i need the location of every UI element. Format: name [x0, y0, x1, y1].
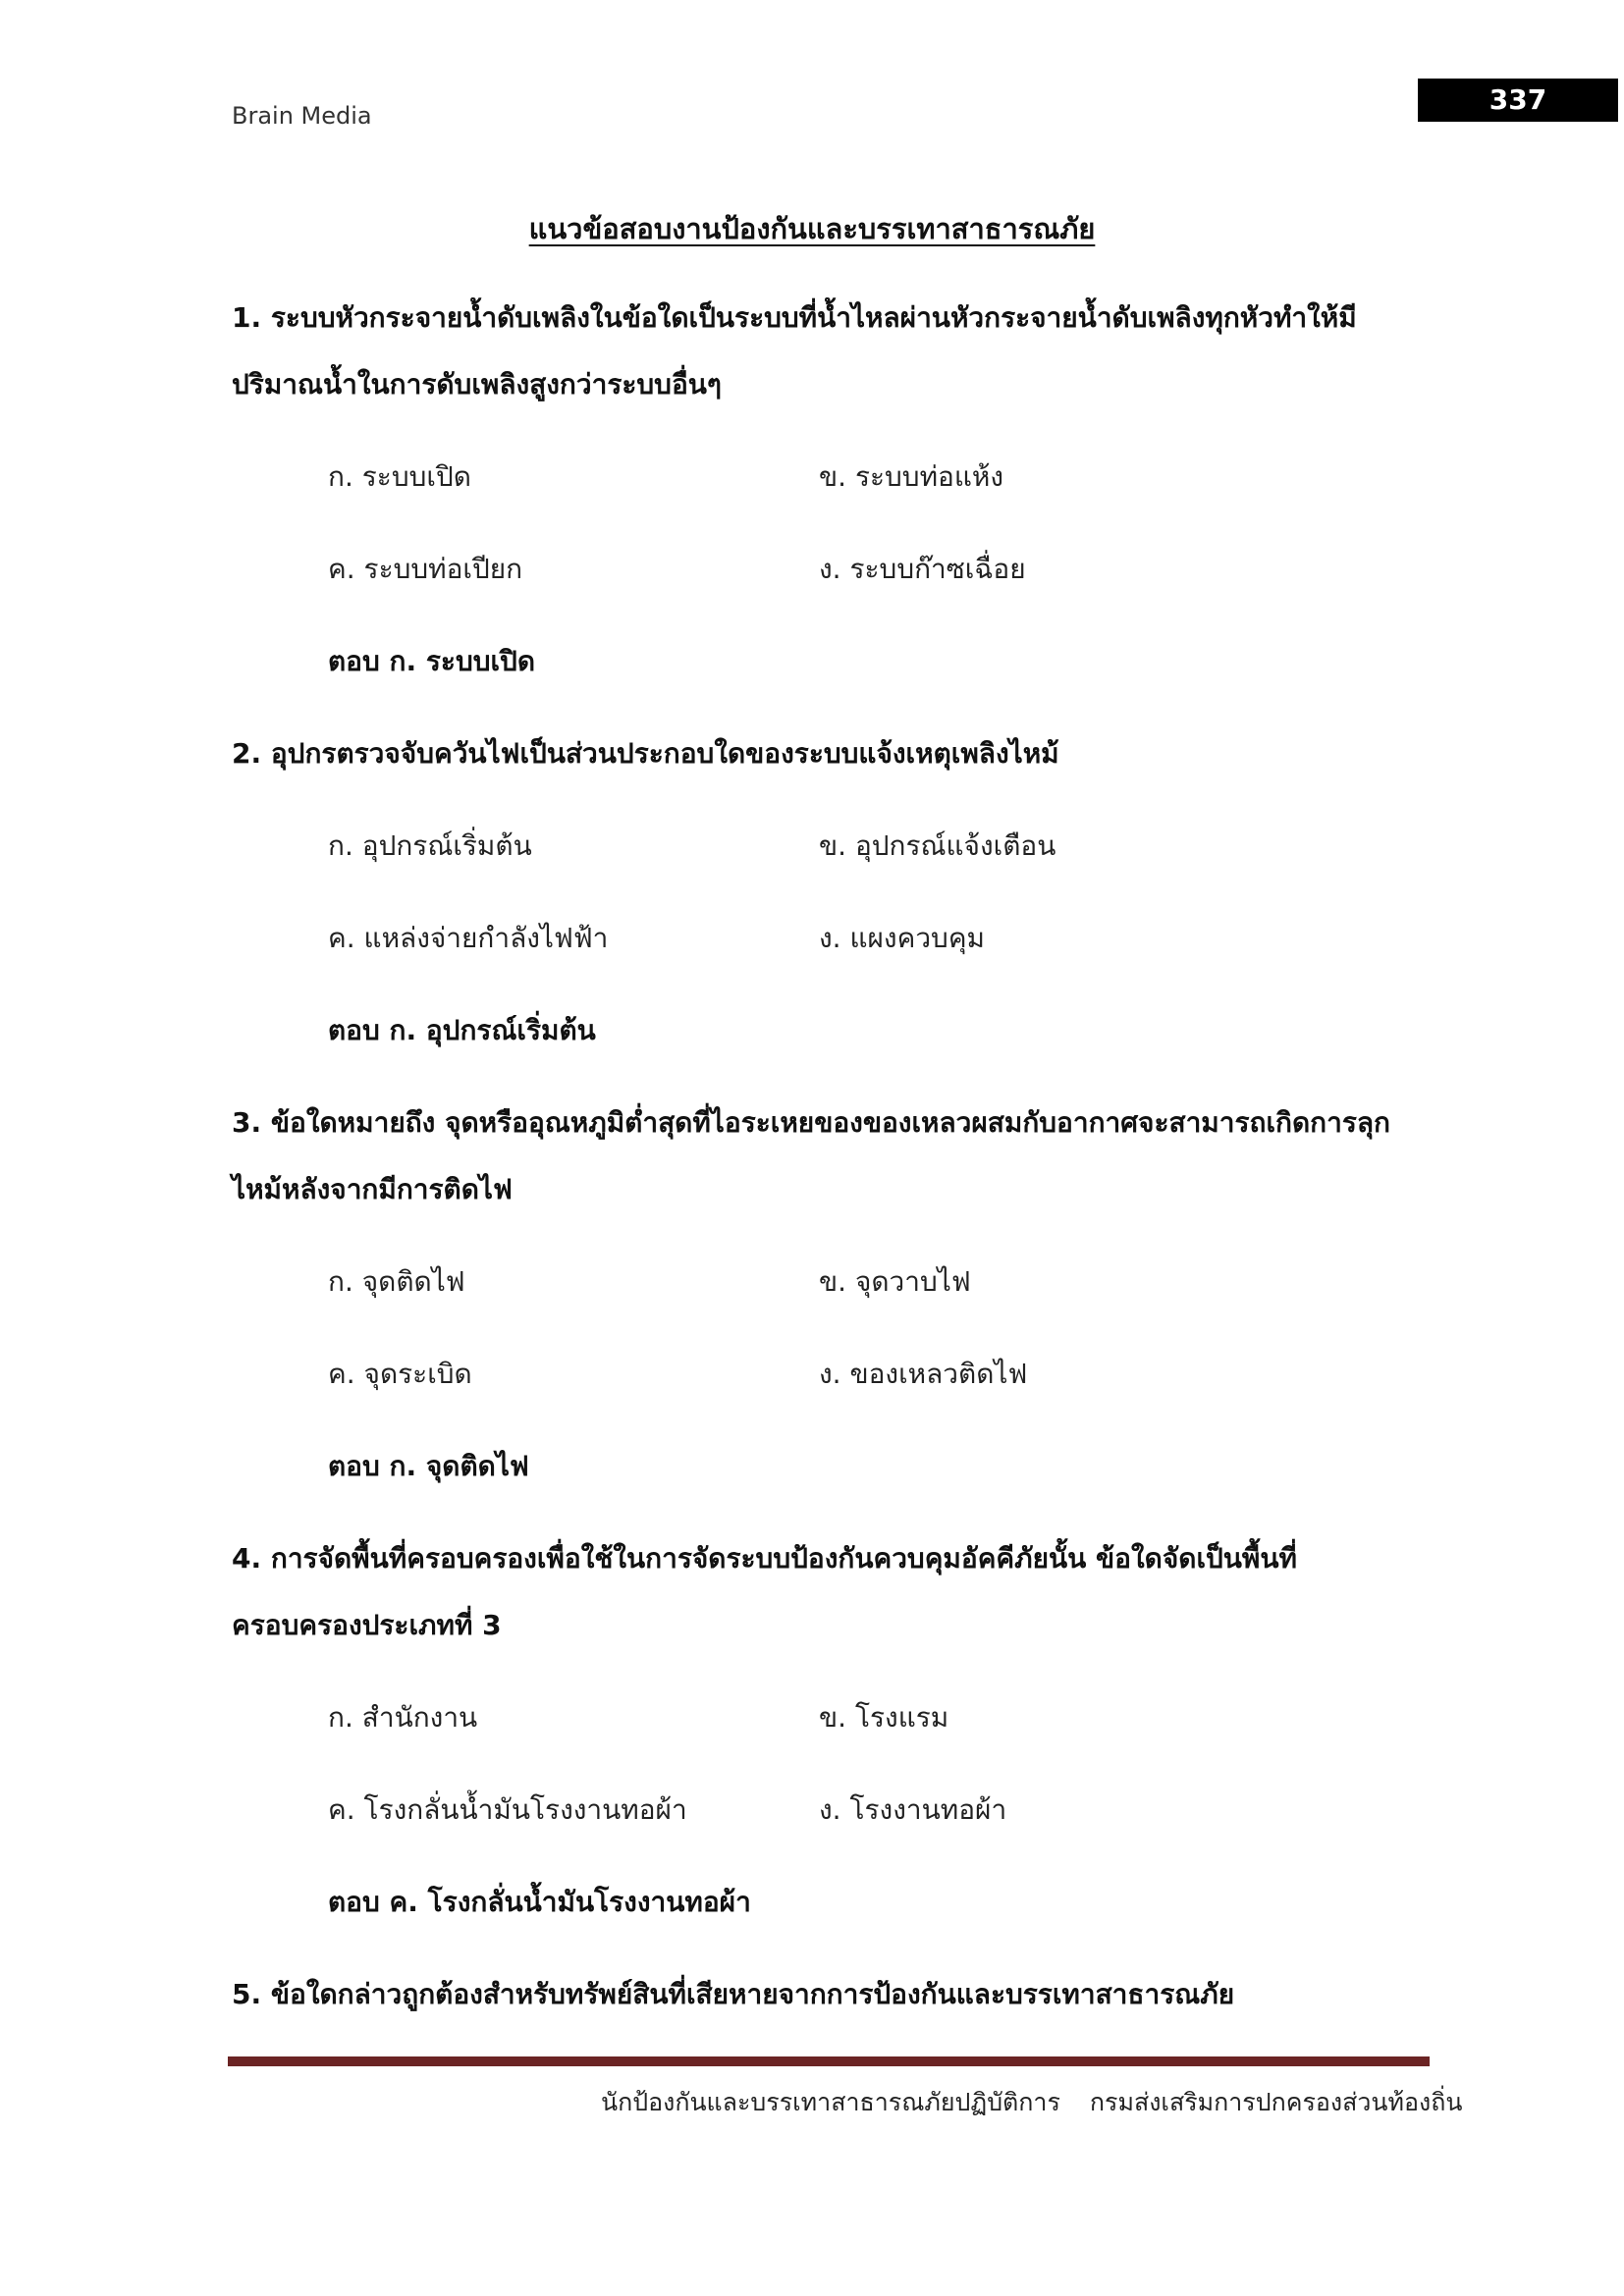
- footer-rule: [228, 2056, 1430, 2066]
- question-4-line-1: 4. การจัดพื้นที่ครอบครองเพื่อใช้ในการจัดระบบป้องกันควบคุมอัคคีภัยนั้น ข้อใดจัดเป็นพื้นที่: [232, 1542, 1297, 1575]
- page-title: แนวข้อสอบงานป้องกันและบรรเทาสาธารณภัย: [528, 212, 1096, 245]
- question-2-option-d: ง. แผงควบคุม: [819, 922, 986, 954]
- question-1-option-b: ข. ระบบท่อแห้ง: [819, 460, 1004, 493]
- footer-text: [601, 2083, 1462, 2122]
- question-5-line-1: 5. ข้อใดกล่าวถูกต้องสำหรับทรัพย์สินที่เสียหายจากการป้องกันและบรรเทาสาธารณภัย: [232, 1978, 1235, 2010]
- question-4-option-d: ง. โรงงานทอผ้า: [819, 1793, 1007, 1826]
- question-4-option-c: ค. โรงกลั่นน้ำมันโรงงานทอผ้า: [328, 1793, 687, 1826]
- question-1-option-d: ง. ระบบก๊าซเฉื่อย: [819, 553, 1026, 585]
- question-3-line-2: ไหม้หลังจากมีการติดไฟ: [232, 1173, 513, 1205]
- footer-department: กรมส่งเสริมการปกครองส่วนท้องถิ่น: [1089, 2088, 1463, 2116]
- question-1-answer: ตอบ ก. ระบบเปิด: [328, 645, 536, 677]
- brand-label: Brain Media: [232, 102, 372, 130]
- question-3-option-d: ง. ของเหลวติดไฟ: [819, 1358, 1028, 1390]
- question-1-option-c: ค. ระบบท่อเปียก: [328, 553, 523, 585]
- question-2-option-b: ข. อุปกรณ์แจ้งเตือน: [819, 829, 1056, 862]
- question-3-option-c: ค. จุดระเบิด: [328, 1358, 472, 1390]
- question-4-line-2: ครอบครองประเภทที่ 3: [232, 1609, 502, 1641]
- question-3-option-a: ก. จุดติดไฟ: [328, 1265, 465, 1298]
- question-2-option-c: ค. แหล่งจ่ายกำลังไฟฟ้า: [328, 922, 609, 954]
- footer-position-title: นักป้องกันและบรรเทาสาธารณภัยปฏิบัติการ: [601, 2088, 1060, 2116]
- question-4-answer: ตอบ ค. โรงกลั่นน้ำมันโรงงานทอผ้า: [328, 1886, 751, 1918]
- question-4-option-b: ข. โรงแรม: [819, 1701, 949, 1734]
- question-3-option-b: ข. จุดวาบไฟ: [819, 1265, 971, 1298]
- question-1-line-2: ปริมาณน้ำในการดับเพลิงสูงกว่าระบบอื่นๆ: [232, 368, 722, 400]
- question-1-option-a: ก. ระบบเปิด: [328, 460, 471, 493]
- question-3-answer: ตอบ ก. จุดติดไฟ: [328, 1450, 529, 1482]
- question-2-answer: ตอบ ก. อุปกรณ์เริ่มต้น: [328, 1014, 596, 1046]
- question-2-option-a: ก. อุปกรณ์เริ่มต้น: [328, 829, 532, 862]
- page-number: 337: [1418, 79, 1618, 122]
- question-1-line-1: 1. ระบบหัวกระจายน้ำดับเพลิงในข้อใดเป็นระบบที่น้ำไหลผ่านหัวกระจายน้ำดับเพลิงทุกหัวทำให้มี: [232, 301, 1357, 334]
- question-3-line-1: 3. ข้อใดหมายถึง จุดหรืออุณหภูมิต่ำสุดที่ไอระเหยของของเหลวผสมกับอากาศจะสามารถเกิดการลุก: [232, 1106, 1391, 1139]
- question-2-line-1: 2. อุปกรตรวจจับควันไฟเป็นส่วนประกอบใดของระบบแจ้งเหตุเพลิงไหม้: [232, 737, 1059, 770]
- question-4-option-a: ก. สำนักงาน: [328, 1701, 478, 1734]
